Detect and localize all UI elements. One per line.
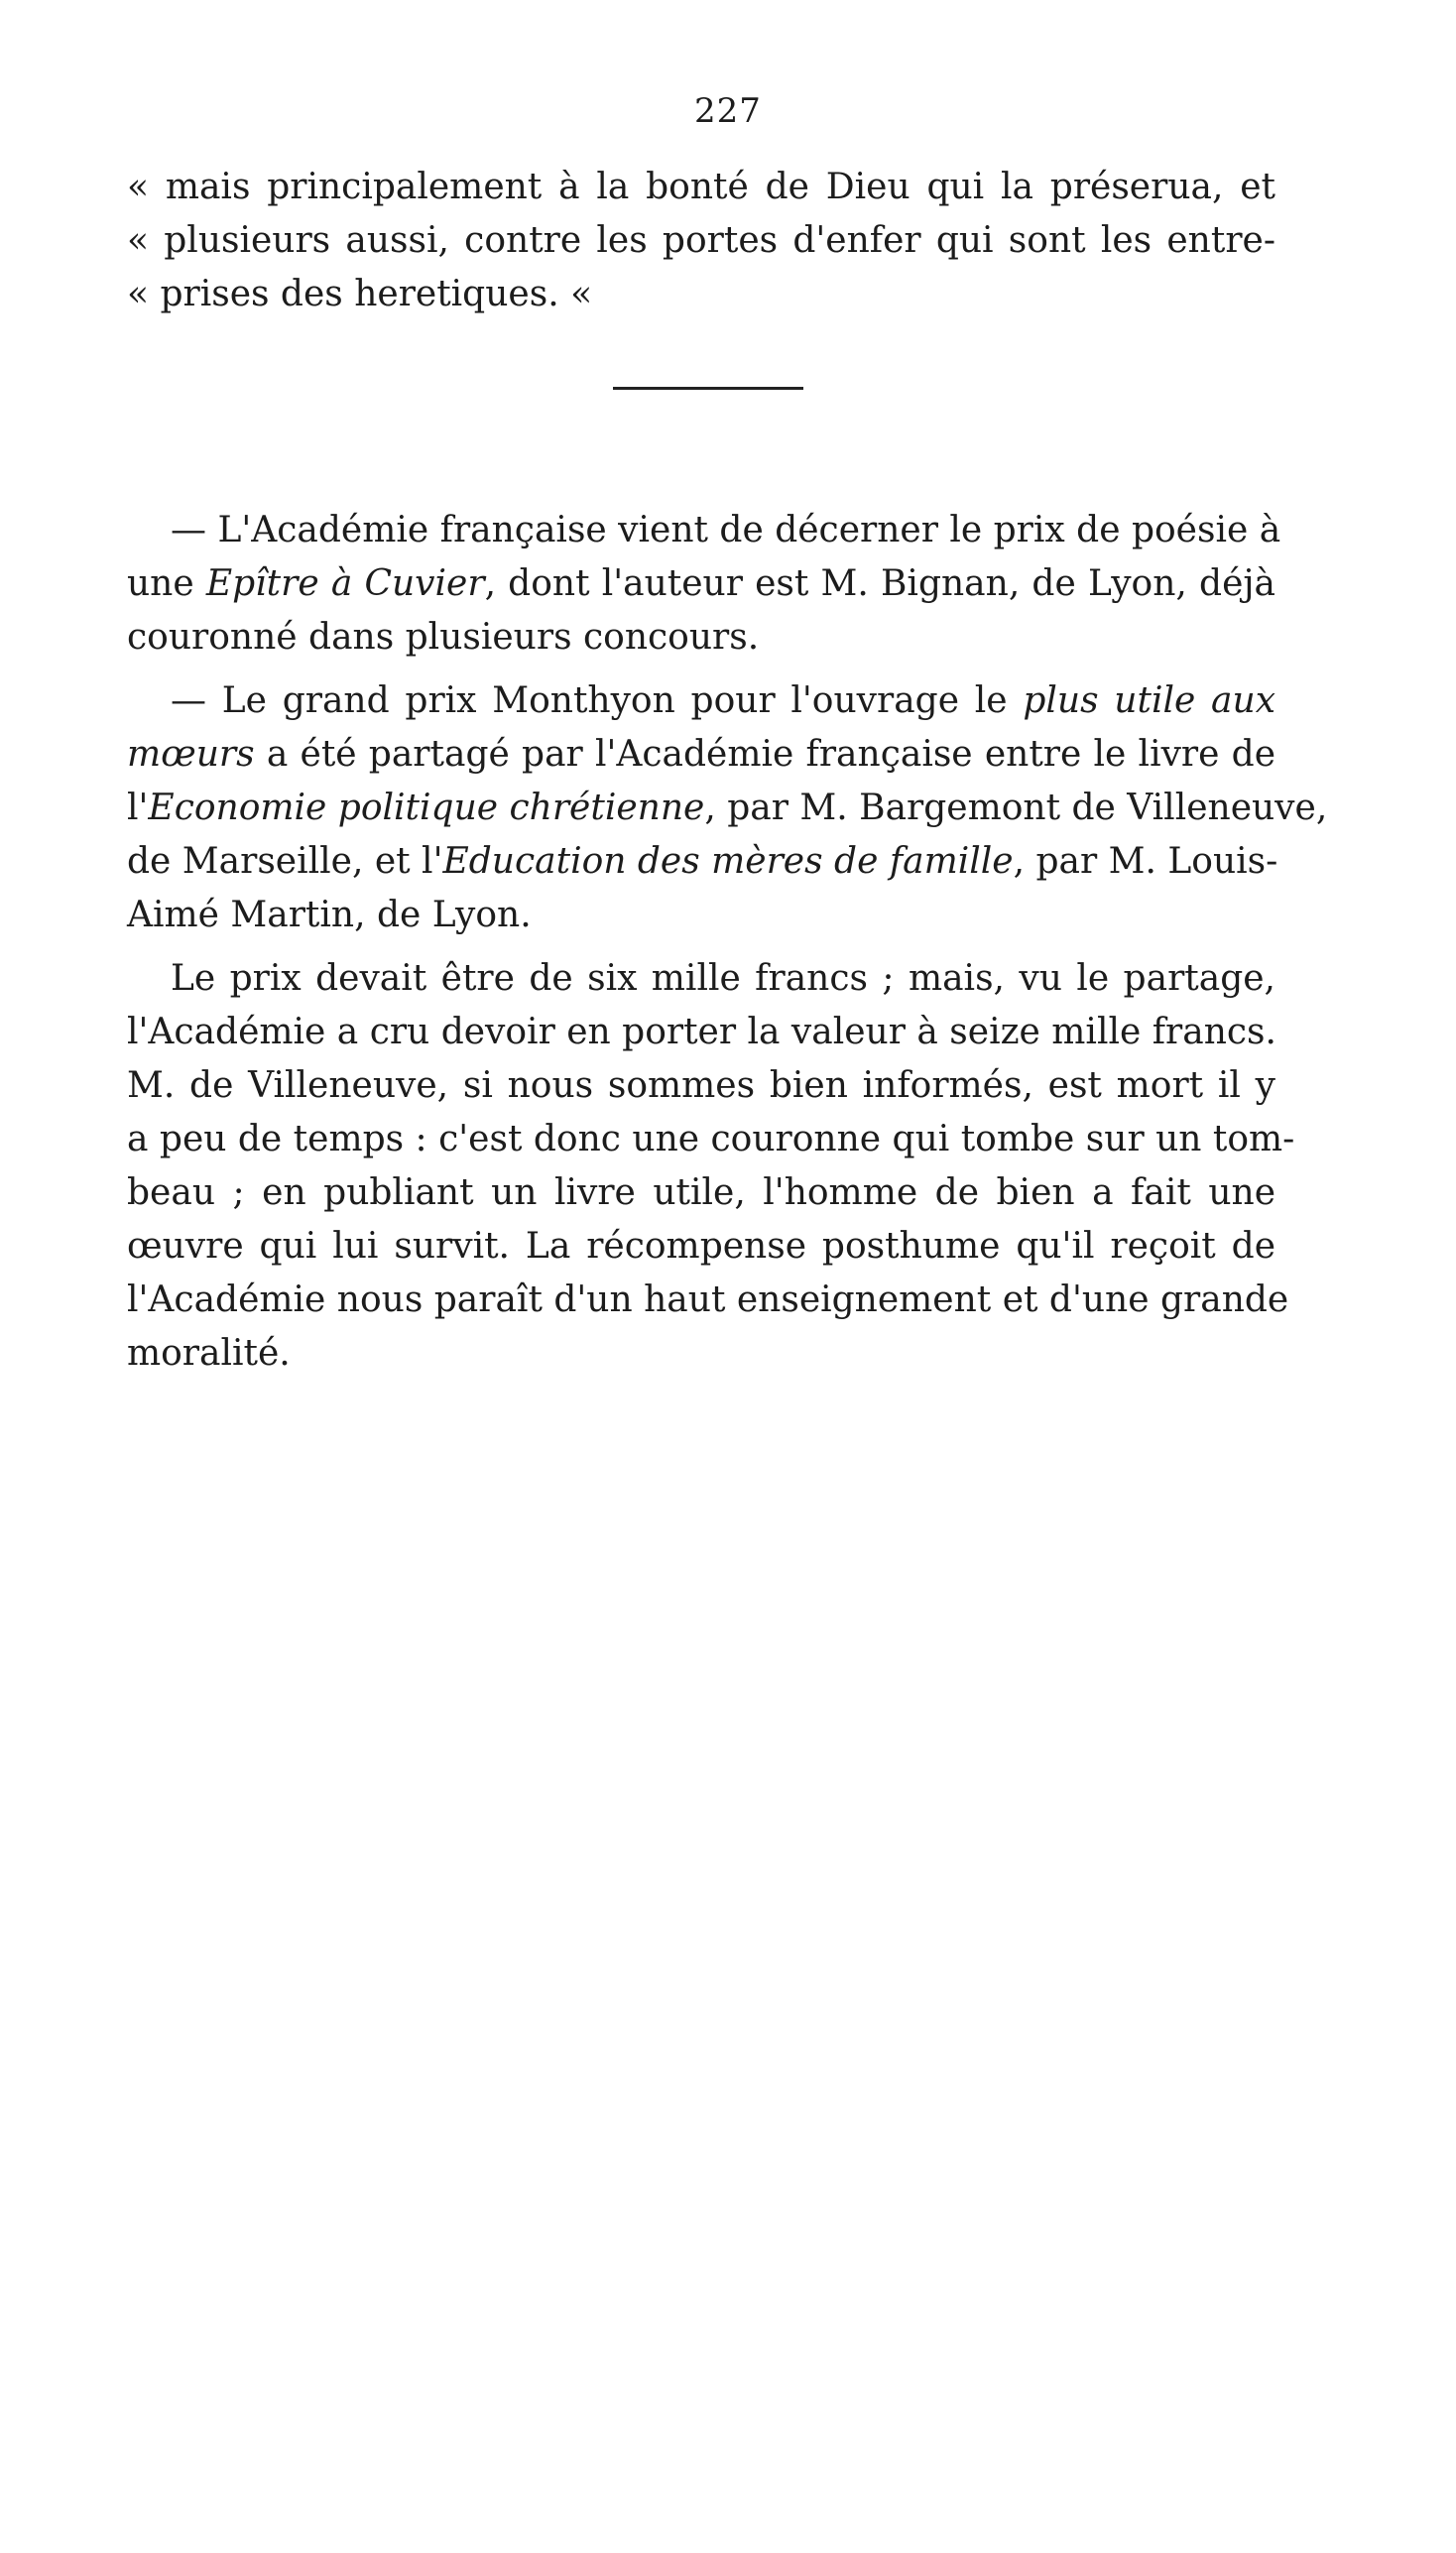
- quote-line: « mais principalement à la bonté de Dieu qui la préserua, et: [127, 167, 1275, 207]
- text-run: , par M. Bargemont de Villeneuve,: [704, 788, 1328, 828]
- text-line: M. de Villeneuve, si nous sommes bien informés, est mort il y: [127, 1065, 1275, 1106]
- italic-phrase: plus utile aux: [1023, 680, 1275, 721]
- text-line: [127, 835, 1278, 889]
- text-run: de Marseille, et l': [127, 841, 443, 882]
- italic-title: Economie politique chrétienne: [148, 788, 705, 828]
- news-paragraph-prix-commentaire: [127, 952, 1295, 1381]
- text-line: — L'Académie française vient de décerner le prix de poésie à: [171, 510, 1281, 550]
- page-number: 227: [694, 91, 762, 131]
- text-line: [127, 674, 1275, 728]
- text-line: [127, 557, 1275, 611]
- text-line: Aimé Martin, de Lyon.: [127, 895, 532, 935]
- quote-line: « plusieurs aussi, contre les portes d'enfer qui sont les entre-: [127, 220, 1275, 261]
- text-line: [127, 782, 1328, 835]
- text-run: a été partagé par l'Académie française entre le livre de: [254, 734, 1275, 775]
- text-line: œuvre qui lui survit. La récompense posthume qu'il reçoit de: [127, 1226, 1275, 1267]
- news-section: [127, 504, 1328, 1391]
- text-line: l'Académie a cru devoir en porter la valeur à seize mille francs.: [127, 1012, 1276, 1052]
- text-line: l'Académie nous paraît d'un haut enseignement et d'une grande: [127, 1279, 1289, 1320]
- text-run: l': [127, 788, 149, 828]
- news-paragraph-prix-monthyon: [127, 674, 1328, 942]
- text-line: couronné dans plusieurs concours.: [127, 617, 760, 658]
- quote-passage: [127, 161, 1275, 321]
- text-run: , par M. Louis-: [1013, 841, 1278, 882]
- text-line: [127, 728, 1275, 782]
- text-line: Le prix devait être de six mille francs ; mais, vu le partage,: [171, 958, 1275, 999]
- text-line: beau ; en publiant un livre utile, l'homme de bien a fait une: [127, 1172, 1275, 1213]
- quote-line: « prises des heretiques. «: [127, 274, 593, 314]
- text-run: , dont l'auteur est M. Bignan, de Lyon, déjà: [484, 563, 1276, 604]
- italic-title: Epître à Cuvier: [205, 563, 485, 604]
- italic-title: Education des mères de famille: [442, 841, 1014, 882]
- text-run: — Le grand prix Monthyon pour l'ouvrage le: [171, 680, 1024, 721]
- section-divider: [613, 387, 803, 390]
- text-line: a peu de temps : c'est donc une couronne qui tombe sur un tom-: [127, 1119, 1295, 1159]
- italic-phrase: mœurs: [127, 734, 255, 775]
- text-run: une: [127, 563, 206, 604]
- news-paragraph-prix-poesie: [127, 504, 1281, 665]
- text-line: moralité.: [127, 1333, 291, 1374]
